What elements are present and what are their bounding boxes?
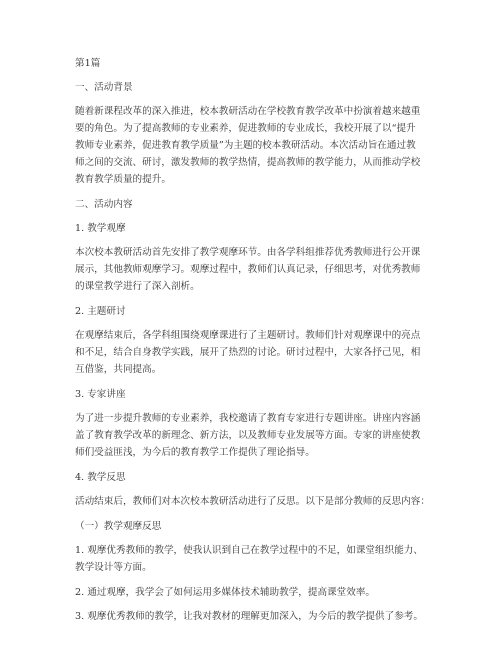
section-title-background: 一、活动背景 — [75, 82, 133, 93]
section-title-content: 二、活动内容 — [75, 199, 133, 210]
paragraph-line: 盖了教育教学改革的新理念、新方法，以及教师专业发展等方面。专家的讲座使教 — [75, 430, 421, 441]
item-title-discussion: 2. 主题研讨 — [75, 306, 126, 317]
paragraph-line: 师们受益匪浅，为今后的教育教学工作提供了理论指导。 — [75, 447, 315, 458]
paragraph-line: 和不足，结合自身教学实践，展开了热烈的讨论。研讨过程中，大家各抒己见，相 — [75, 347, 421, 358]
paragraph-line: 的课堂教学进行了深入剖析。 — [75, 281, 200, 292]
paragraph-line: 为了进一步提升教师的专业素养，我校邀请了教育专家进行专题讲座。讲座内容涵 — [75, 413, 421, 424]
paragraph-line: 互借鉴，共同提高。 — [75, 364, 162, 375]
list-item: 1. 观摩优秀教师的教学，使我认识到自己在教学过程中的不足，如课堂组织能力、 — [75, 545, 423, 556]
list-item: 教学设计等方面。 — [75, 562, 152, 573]
paragraph-line: 要的角色。为了提高教师的专业素养，促进教师的专业成长，我校开展了以“提升 — [75, 123, 416, 134]
paragraph-line: 教育教学质量的提升。 — [75, 174, 171, 185]
paragraph-line: 在观摩结束后，各学科组围绕观摩课进行了主题研讨。教师们针对观摩课中的亮点 — [75, 330, 421, 341]
paragraph-line: 展示，其他教师观摩学习。观摩过程中，教师们认真记录，仔细思考，对优秀教师 — [75, 264, 421, 275]
list-item: 2. 通过观摩，我学会了如何运用多媒体技术辅助教学，提高课堂效率。 — [75, 587, 376, 598]
paragraph-line: 教师专业素养，促进教育教学质量”为主题的校本教研活动。本次活动旨在通过教 — [75, 140, 416, 151]
item-title-reflection: 4. 教学反思 — [75, 472, 126, 483]
list-item: 3. 观摩优秀教师的教学，让我对教材的理解更加深入，为今后的教学提供了参考。 — [75, 611, 423, 622]
paragraph-line: 活动结束后，教师们对本次校本教研活动进行了反思。以下是部分教师的反思内容： — [75, 496, 430, 507]
paragraph-line: 随着新课程改革的深入推进，校本教研活动在学校教育教学改革中扮演着越来越重 — [75, 106, 421, 117]
item-title-observation: 1. 教学观摩 — [75, 223, 126, 234]
subsection-title-observation-reflection: （一）教学观摩反思 — [75, 521, 162, 532]
page-label: 第1篇 — [75, 58, 101, 69]
paragraph-line: 师之间的交流、研讨，激发教师的教学热情，提高教师的教学能力，从而推动学校 — [75, 157, 421, 168]
paragraph-line: 本次校本教研活动首先安排了教学观摩环节。由各学科组推荐优秀教师进行公开课 — [75, 247, 421, 258]
item-title-lecture: 3. 专家讲座 — [75, 389, 126, 400]
